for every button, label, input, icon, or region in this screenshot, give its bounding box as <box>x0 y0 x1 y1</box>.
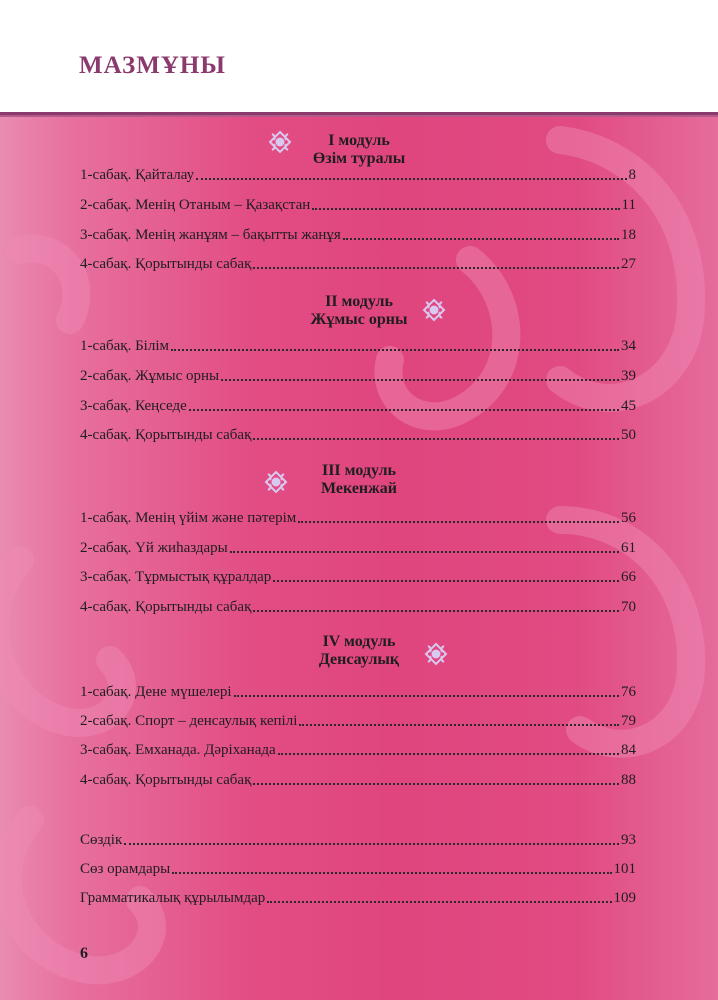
dot-leader <box>253 267 619 269</box>
toc-entry-label: 1-сабақ. Қайталау <box>80 167 195 183</box>
toc-entry-label: 4-сабақ. Қорытынды сабақ <box>80 256 252 272</box>
dot-leader <box>253 610 619 612</box>
toc-entry-page: 66 <box>621 569 636 585</box>
toc-entry-label: 1-сабақ. Білім <box>80 338 169 354</box>
dot-leader <box>196 178 626 180</box>
module-heading <box>0 293 718 329</box>
module-number: II модуль <box>325 293 393 310</box>
toc-entry[interactable] <box>80 827 636 849</box>
toc-entry[interactable] <box>80 885 636 907</box>
dot-leader <box>343 238 619 240</box>
toc-entry-label: 3-сабақ. Тұрмыстық құралдар <box>80 569 272 585</box>
toc-entry-label: 3-сабақ. Кеңседе <box>80 398 187 414</box>
module-heading <box>0 462 718 498</box>
toc-entry-page: 101 <box>613 861 636 877</box>
toc-entry-page: 50 <box>621 427 636 443</box>
module-heading <box>0 633 718 669</box>
dot-leader <box>298 521 619 523</box>
toc-entry-page: 93 <box>621 832 636 848</box>
dot-leader <box>230 551 619 553</box>
toc-entry-page: 84 <box>621 742 636 758</box>
toc-entry[interactable] <box>80 363 636 385</box>
toc-entry-label: 4-сабақ. Қорытынды сабақ <box>80 599 252 615</box>
dot-leader <box>253 783 619 785</box>
toc-entry-page: 11 <box>621 197 636 213</box>
toc-entry-page: 27 <box>621 256 636 272</box>
toc-entry-label: 2-сабақ. Менің Отаным – Қазақстан <box>80 197 311 213</box>
toc-entry-page: 39 <box>621 368 636 384</box>
toc-entry-page: 45 <box>621 398 636 414</box>
dot-leader <box>124 843 619 845</box>
toc-entry-page: 109 <box>613 890 636 906</box>
module-name: Мекенжай <box>321 480 397 497</box>
toc-entry[interactable] <box>80 333 636 355</box>
toc-entry[interactable] <box>80 679 636 701</box>
dot-leader <box>312 208 619 210</box>
page-title: МАЗМҰНЫ <box>79 52 226 79</box>
dot-leader <box>221 379 619 381</box>
toc-entry-label: Грамматикалық құрылымдар <box>80 890 266 906</box>
toc-entry-label: 4-сабақ. Қорытынды сабақ <box>80 427 252 443</box>
module-number: III модуль <box>321 462 397 479</box>
dot-leader <box>189 409 619 411</box>
dot-leader <box>299 724 619 726</box>
toc-entry-label: 3-сабақ. Емханада. Дәріханада <box>80 742 276 758</box>
toc-entry-label: 4-сабақ. Қорытынды сабақ <box>80 772 252 788</box>
dot-leader <box>273 580 619 582</box>
toc-entry[interactable] <box>80 192 636 214</box>
dot-leader <box>171 349 619 351</box>
header-band <box>0 0 718 115</box>
page-number: 6 <box>80 945 88 962</box>
toc-entry-page: 70 <box>621 599 636 615</box>
module-name: Денсаулық <box>318 651 400 668</box>
dot-leader <box>267 901 611 903</box>
module-number: I модуль <box>328 132 390 149</box>
toc-entry-label: 3-сабақ. Менің жанұям – бақытты жанұя <box>80 227 341 243</box>
toc-entry[interactable] <box>80 564 636 586</box>
toc-entry-page: 34 <box>621 338 636 354</box>
toc-entry-label: 2-сабақ. Жұмыс орны <box>80 368 220 384</box>
toc-entry-page: 61 <box>621 540 636 556</box>
toc-entry-page: 8 <box>628 167 636 183</box>
toc-entry[interactable] <box>80 222 636 244</box>
toc-entry[interactable] <box>80 856 636 878</box>
toc-entry[interactable] <box>80 393 636 415</box>
toc-entry-page: 76 <box>621 684 636 700</box>
toc-entry-label: 1-сабақ. Менің үйім және пәтерім <box>80 510 297 526</box>
toc-entry[interactable] <box>80 708 636 730</box>
toc-entry-page: 56 <box>621 510 636 526</box>
toc-entry[interactable] <box>80 505 636 527</box>
toc-entry-label: Сөздік <box>80 832 123 848</box>
toc-entry-page: 79 <box>621 713 636 729</box>
toc-entry[interactable] <box>80 535 636 557</box>
toc-entry[interactable] <box>80 251 636 273</box>
toc-entry-label: 2-сабақ. Үй жиһаздары <box>80 540 228 556</box>
toc-entry-page: 88 <box>621 772 636 788</box>
dot-leader <box>253 438 619 440</box>
dot-leader <box>234 695 619 697</box>
toc-entry[interactable] <box>80 737 636 759</box>
toc-entry[interactable] <box>80 422 636 444</box>
module-name: Жұмыс орны <box>310 311 408 328</box>
dot-leader <box>278 753 619 755</box>
toc-entry[interactable] <box>80 162 636 184</box>
toc-entry-label: 2-сабақ. Спорт – денсаулық кепілі <box>80 713 298 729</box>
toc-entry[interactable] <box>80 594 636 616</box>
module-number: IV модуль <box>322 633 396 650</box>
toc-entry[interactable] <box>80 767 636 789</box>
toc-entry-label: Сөз орамдары <box>80 861 171 877</box>
toc-entry-label: 1-сабақ. Дене мүшелері <box>80 684 232 700</box>
toc-entry-page: 18 <box>621 227 636 243</box>
dot-leader <box>172 872 611 874</box>
module-name: Өзім туралы <box>312 150 406 167</box>
